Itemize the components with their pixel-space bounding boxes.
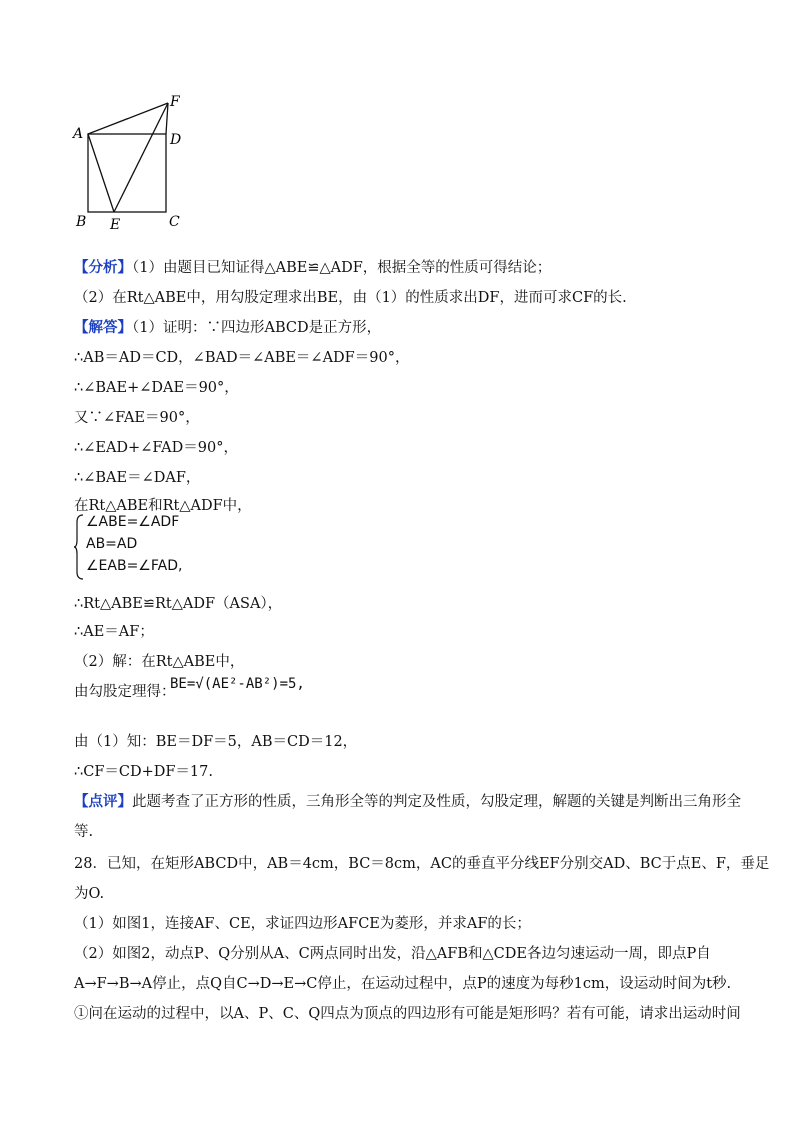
problem28-line-3: （1）如图1，连接AF、CE，求证四边形AFCE为菱形，并求AF的长； bbox=[74, 916, 531, 932]
solution-line-5: ∴∠EAD+∠FAD＝90°， bbox=[74, 440, 238, 456]
solution-line-10: （2）解：在Rt△ABE中， bbox=[74, 654, 245, 670]
problem28-line-4: （2）如图2，动点P、Q分别从A、C两点同时出发，沿△AFB和△CDE各边匀速运动一周，即点P自 bbox=[74, 946, 711, 962]
analysis-tag: 【分析】 bbox=[74, 259, 132, 276]
solution-line-9: ∴AE＝AF； bbox=[74, 624, 154, 640]
square-abcd bbox=[88, 134, 166, 212]
label-a: A bbox=[73, 126, 84, 142]
solution-line-8: ∴Rt△ABE≌Rt△ADF（ASA）， bbox=[74, 596, 283, 612]
equation-system bbox=[74, 514, 204, 580]
solution-line-1 bbox=[74, 316, 381, 337]
segment-af bbox=[88, 103, 168, 134]
analysis-line-1 bbox=[74, 256, 551, 277]
comment-line-1 bbox=[74, 790, 741, 811]
label-d: D bbox=[170, 132, 182, 148]
solution-line-3: ∴∠BAE+∠DAE＝90°， bbox=[74, 380, 239, 396]
label-c: C bbox=[169, 214, 180, 230]
analysis-text-1: （1）由题目已知证得△ABE≌△ADF，根据全等的性质可得结论； bbox=[132, 260, 552, 276]
analysis-line-2: （2）在Rt△ABE中，用勾股定理求出BE，由（1）的性质求出DF，进而可求CF的长. bbox=[74, 290, 627, 306]
label-b: B bbox=[76, 214, 87, 230]
solution-line-6: ∴∠BAE＝∠DAF， bbox=[74, 470, 201, 486]
geometry-figure bbox=[68, 90, 198, 235]
system-row-1: ∠ABE=∠ADF bbox=[86, 514, 180, 530]
comment-line-2: 等. bbox=[74, 824, 94, 840]
comment-tag: 【点评】 bbox=[74, 793, 132, 810]
system-row-2: AB=AD bbox=[86, 536, 138, 552]
problem28-line-2: 为O. bbox=[74, 886, 105, 902]
solution-line-4: 又∵∠FAE＝90°， bbox=[74, 410, 200, 426]
solution-line-7: 在Rt△ABE和Rt△ADF中， bbox=[74, 498, 252, 514]
pythag-prefix: 由勾股定理得： bbox=[74, 684, 176, 700]
comment-text-1: 此题考查了正方形的性质，三角形全等的判定及性质，勾股定理，解题的关键是判断出三角形全 bbox=[132, 794, 741, 810]
solution-line-11: 由（1）知：BE＝DF＝5，AB＝CD＝12， bbox=[74, 734, 358, 750]
segment-ef bbox=[114, 103, 168, 212]
label-f: F bbox=[170, 94, 180, 110]
solution-line-12: ∴CF＝CD+DF＝17. bbox=[74, 764, 213, 780]
segment-ae bbox=[88, 134, 114, 212]
system-row-3: ∠EAB=∠FAD, bbox=[86, 558, 183, 574]
problem28-line-5: A→F→B→A停止，点Q自C→D→E→C停止，在运动过程中，点P的速度为每秒1cm，设运动时间为t秒. bbox=[74, 976, 732, 992]
solution-line-2: ∴AB＝AD＝CD，∠BAD＝∠ABE＝∠ADF＝90°， bbox=[74, 350, 410, 366]
problem28-line-1: 28．已知，在矩形ABCD中，AB＝4cm，BC＝8cm，AC的垂直平分线EF分别交AD、BC于点E、F，垂足 bbox=[74, 856, 770, 872]
pythag-formula: BE=√(AE²-AB²)=5, bbox=[170, 676, 305, 692]
label-e: E bbox=[110, 217, 121, 233]
brace-icon bbox=[74, 514, 84, 580]
problem28-line-6: ①问在运动的过程中，以A、P、C、Q四点为顶点的四边形有可能是矩形吗？若有可能，请求出运动时间 bbox=[74, 1006, 741, 1022]
solution-tag: 【解答】 bbox=[74, 319, 132, 336]
solution-text-0: （1）证明：∵四边形ABCD是正方形， bbox=[132, 320, 382, 336]
